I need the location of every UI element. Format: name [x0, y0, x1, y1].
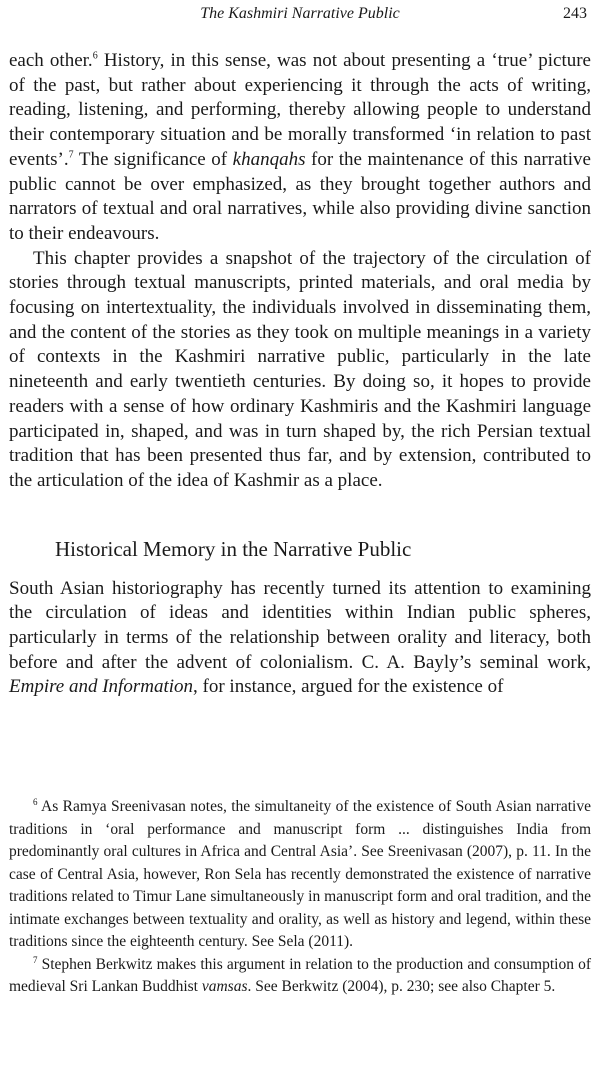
footnote-7: [9, 954, 591, 999]
footnote-ref-6: 6: [92, 50, 98, 62]
paragraph-text: History, in this sense, was not about presenting a ‘true’ picture of the past, but rather about experiencing it through the acts of writing, reading, listening, and performing, thereby allowing people to understand their contemporary situation and be morally transformed ‘in relation to past events’.: [9, 50, 591, 170]
paragraph-continued: [9, 49, 591, 247]
footnote-text: As Ramya Sreenivasan notes, the simultaneity of the existence of South Asian narrative traditions in ‘oral performance and manuscript form ... distinguishes India from predominantly oral cultures in Africa and Central Asia’. See Sreenivasan (2007), p. 11. In the case of Central Asia, however, Ron Sela has recently demonstrated the existence of narrative traditions related to Timur Lane simultaneously in manuscript form and oral tradition, and the intimate exchanges between textuality and orality, as well as history and legend, within these traditions since the eighteenth century. See Sela (2011).: [9, 798, 591, 950]
footnote-text: Stephen Berkwitz makes this argument in relation to the production and consumption of medieval Sri Lankan Buddhist: [9, 955, 591, 995]
paragraph-text: South Asian historiography has recently turned its attention to examining the circulation of ideas and identities within Indian public spheres, particularly in terms of the relationship between orality and literacy, both before and after the advent of colonialism. C. A. Bayly’s seminal work,: [9, 577, 591, 673]
italic-term: khanqahs: [232, 148, 306, 170]
paragraph-chapter-snapshot: This chapter provides a snapshot of the trajectory of the circulation of stories through textual manuscripts, printed materials, and oral media by focusing on intertextuality, the individuals involved in disseminating them, and the content of the stories as they took on multiple meanings in a variety of contexts in the Kashmiri narrative public, particularly in the late nineteenth and early twentieth centuries. By doing so, it hopes to provide readers with a sense of how ordinary Kashmiris and the Kashmiri language participated in, shaped, and was in turn shaped by, the rich Persian textual tradition that has been presented thus far, and by extension, contributed to the articulation of the idea of Kashmir as a place.: [9, 247, 591, 491]
paragraph-historiography: [9, 577, 591, 701]
footnotes: [9, 796, 591, 999]
running-title: The Kashmiri Narrative Public: [200, 5, 400, 22]
italic-title: Empire and Information: [9, 676, 194, 698]
footnote-mark: 6: [33, 796, 38, 807]
footnote-6: [9, 796, 591, 954]
footnote-ref-7: 7: [68, 149, 74, 161]
page-number: 243: [563, 5, 587, 22]
paragraph-text: The significance of: [73, 148, 233, 170]
running-head: [9, 5, 591, 27]
italic-term: vamsas: [201, 978, 248, 995]
paragraph-text: each other.: [9, 50, 93, 71]
paragraph-text: , for instance, argued for the existence of: [193, 676, 504, 698]
book-page: [9, 0, 591, 1065]
footnote-text: . See Berkwitz (2004), p. 230; see also Chapter 5.: [247, 978, 556, 995]
section-heading: Historical Memory in the Narrative Public: [55, 536, 412, 561]
footnote-mark: 7: [33, 954, 38, 965]
paragraph-text: for the maintenance of this narrative public cannot be over emphasized, as they brought together authors and narrators of textual and oral narratives, while also providing divine sanction to their endeavours.: [9, 148, 591, 244]
body-text: [9, 49, 591, 700]
